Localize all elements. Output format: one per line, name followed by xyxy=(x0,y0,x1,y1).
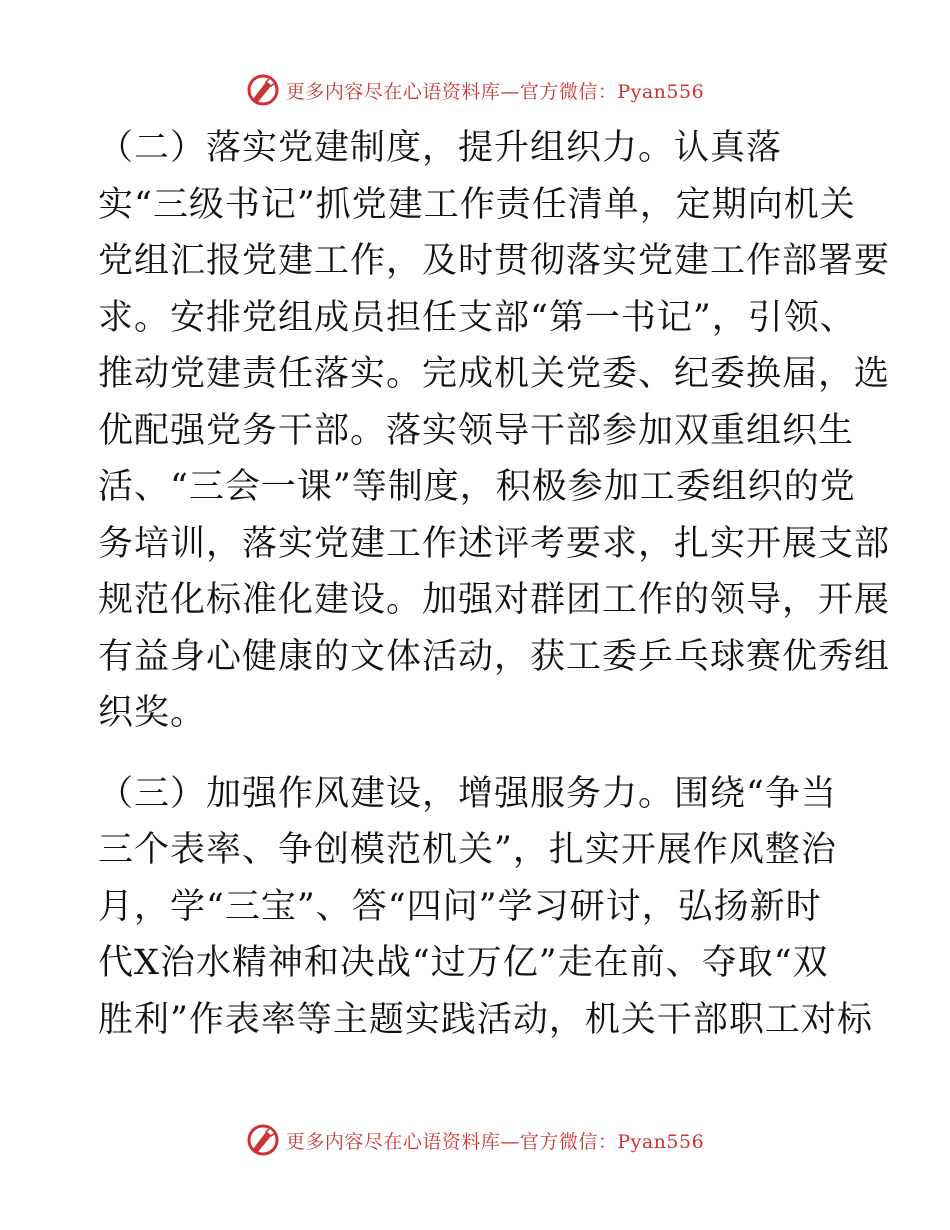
text-line: 有益身心健康的文体活动，获工委乒乓球赛优秀组 xyxy=(98,636,891,677)
text-line: 实“三级书记”抓党建工作责任清单，定期向机关 xyxy=(98,184,856,225)
text-line: （二）落实党建制度，提升组织力。认真落 xyxy=(98,128,783,168)
text-line: 党组汇报党建工作，及时贯彻落实党建工作部署要 xyxy=(98,241,891,281)
watermark-text: 更多内容尽在心语资料库—官方微信：Pyan556 xyxy=(285,80,705,103)
watermark-text: 更多内容尽在心语资料库—官方微信：Pyan556 xyxy=(285,1130,705,1153)
text-line: 优配强党务干部。落实领导干部参加双重组织生 xyxy=(98,410,855,451)
text-line: 胜利”作表率等主题实践活动，机关干部职工对标 xyxy=(98,999,873,1040)
text-line: 织奖。 xyxy=(98,693,207,733)
text-line: 规范化标准化建设。加强对群团工作的领导，开展 xyxy=(98,580,891,620)
paragraph-work-style xyxy=(98,766,873,1049)
text-line: 务培训，落实党建工作述评考要求，扎实开展支部 xyxy=(98,523,891,564)
text-line: 月，学“三宝”、答“四问”学习研讨，弘扬新时 xyxy=(98,886,822,927)
document-body xyxy=(98,120,891,1048)
text-line: 代X治水精神和决战“过万亿”走在前、夺取“双 xyxy=(98,943,829,983)
text-line: 求。安排党组成员担任支部“第一书记”，引领、 xyxy=(98,297,856,338)
watermark-banner-top xyxy=(0,70,950,110)
seal-logo-icon xyxy=(246,1123,280,1157)
text-line: 三个表率、争创模范机关”，扎实开展作风整治 xyxy=(98,830,837,870)
text-line: 推动党建责任落实。完成机关党委、纪委换届，选 xyxy=(98,354,891,394)
seal-logo-icon xyxy=(246,73,280,107)
watermark-banner-bottom xyxy=(0,1120,950,1160)
text-line: （三）加强作风建设，增强服务力。围绕“争当 xyxy=(98,773,837,814)
text-line: 活、“三会一课”等制度，积极参加工委组织的党 xyxy=(98,467,856,507)
paragraph-party-building xyxy=(98,120,891,742)
